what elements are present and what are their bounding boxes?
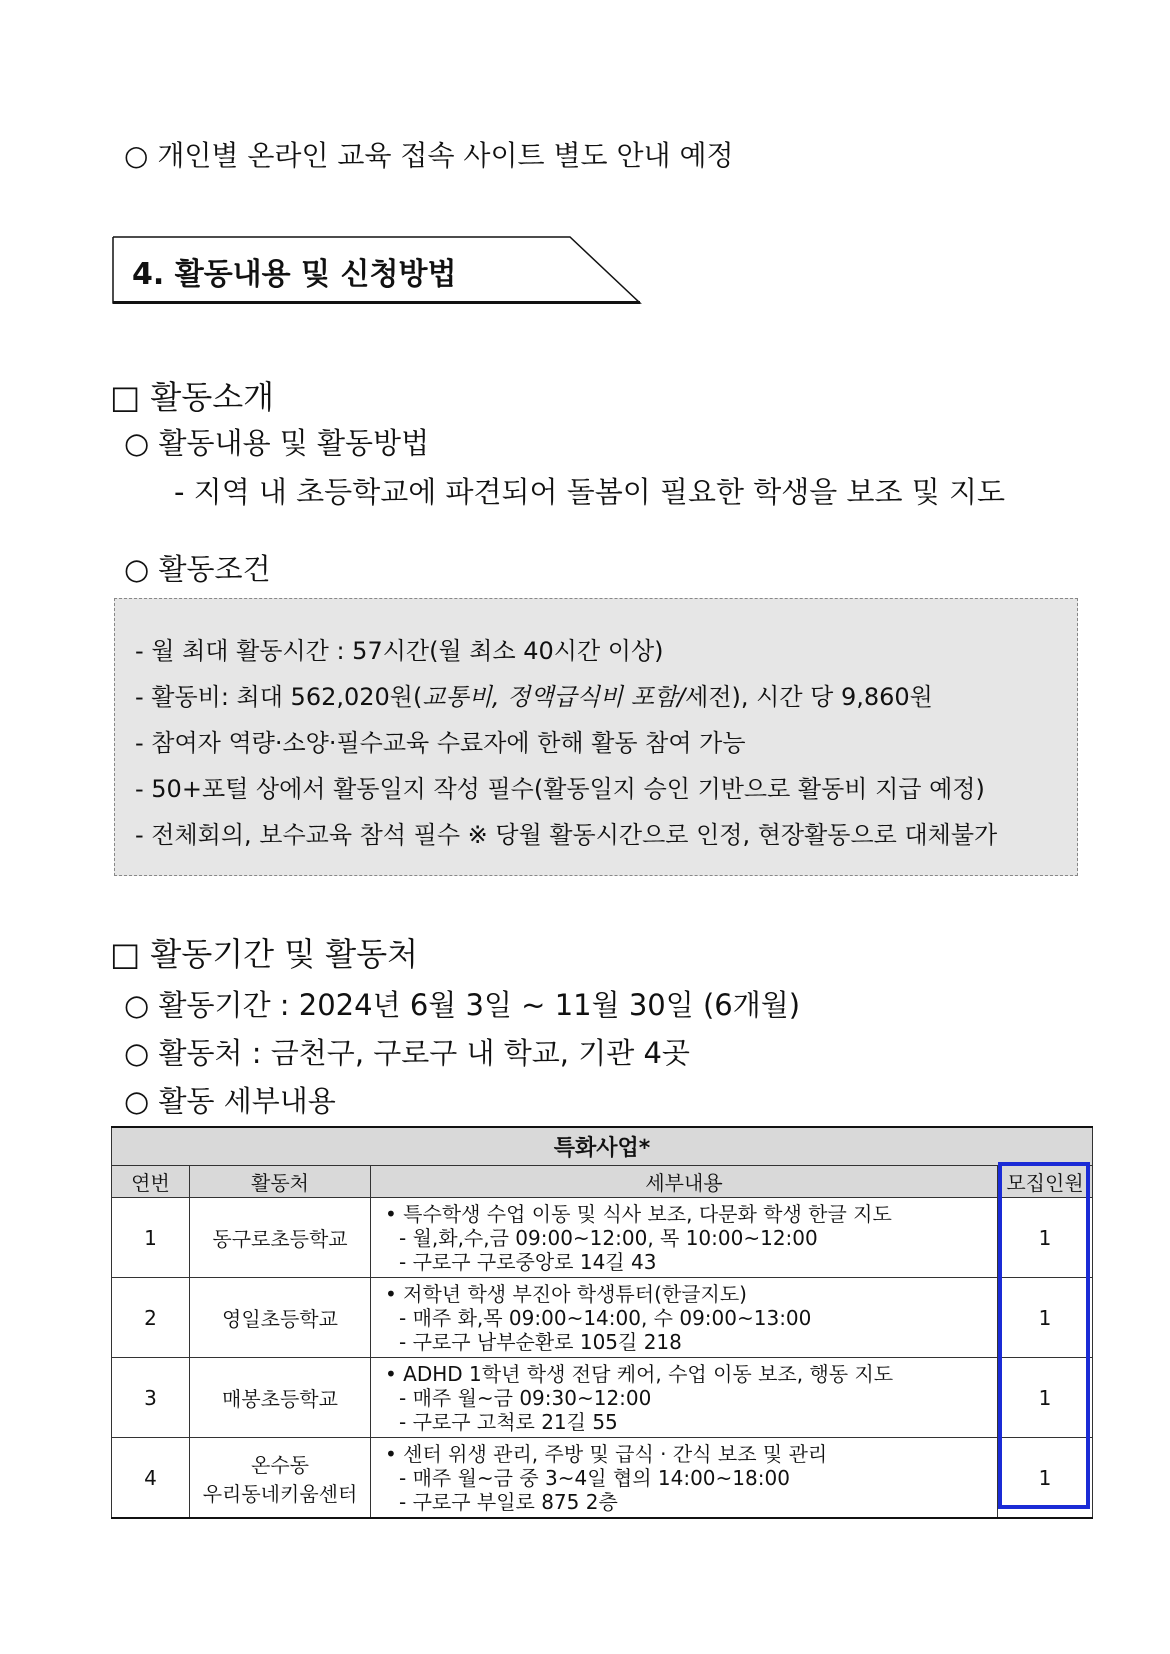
row-place: 동구로초등학교 <box>190 1198 371 1278</box>
detail-address: - 구로구 부일로 875 2층 <box>399 1489 618 1514</box>
condition-heading: ○ 활동조건 <box>124 552 271 586</box>
table-row <box>112 1278 1093 1358</box>
detail-address: - 구로구 구로중앙로 14길 43 <box>399 1249 657 1274</box>
row-count: 1 <box>998 1438 1093 1519</box>
detail-line: • 센터 위생 관리, 주방 및 급식 · 간식 보조 및 관리 <box>385 1441 828 1466</box>
condition-item-hours: - 월 최대 활동시간 : 57시간(월 최소 40시간 이상) <box>135 637 664 665</box>
condition-pay-post: 세전), 시간 당 9,860원 <box>685 683 933 711</box>
row-detail <box>371 1198 998 1278</box>
header-count: 모집인원 <box>998 1166 1093 1198</box>
row-detail <box>371 1438 998 1519</box>
place-line: ○ 활동처 : 금천구, 구로구 내 학교, 기관 4곳 <box>124 1036 690 1070</box>
section-title-banner <box>112 236 642 304</box>
detail-schedule: - 매주 화,목 09:00~14:00, 수 09:00~13:00 <box>399 1305 812 1330</box>
detail-address: - 구로구 고척로 21길 55 <box>399 1409 618 1434</box>
row-place: 매봉초등학교 <box>190 1358 371 1438</box>
header-place: 활동처 <box>190 1166 371 1198</box>
row-count: 1 <box>998 1198 1093 1278</box>
row-no: 2 <box>112 1278 190 1358</box>
condition-item-meeting: - 전체회의, 보수교육 참석 필수 ※ 당월 활동시간으로 인정, 현장활동으로 대체불가 <box>135 821 998 849</box>
row-count: 1 <box>998 1358 1093 1438</box>
row-place: 영일초등학교 <box>190 1278 371 1358</box>
detail-line: • ADHD 1학년 학생 전담 케어, 수업 이동 보조, 행동 지도 <box>385 1361 894 1386</box>
detail-schedule: - 매주 월~금 09:30~12:00 <box>399 1385 652 1410</box>
content-description: - 지역 내 초등학교에 파견되어 돌봄이 필요한 학생을 보조 및 지도 <box>174 475 1006 509</box>
row-detail <box>371 1278 998 1358</box>
detail-heading: ○ 활동 세부내용 <box>124 1084 336 1118</box>
activity-table <box>111 1126 1093 1519</box>
place-line-1: 온수동 <box>251 1452 309 1477</box>
table-caption: 특화사업* <box>112 1127 1093 1166</box>
period-line: ○ 활동기간 : 2024년 6월 3일 ~ 11월 30일 (6개월) <box>124 988 801 1022</box>
detail-schedule: - 매주 월~금 중 3~4일 협의 14:00~18:00 <box>399 1465 790 1490</box>
detail-line: • 특수학생 수업 이동 및 식사 보조, 다문화 학생 한글 지도 <box>385 1201 892 1226</box>
detail-line: • 저학년 학생 부진아 학생튜터(한글지도) <box>385 1281 747 1306</box>
detail-schedule: - 월,화,수,금 09:00~12:00, 목 10:00~12:00 <box>399 1225 818 1250</box>
table-row <box>112 1358 1093 1438</box>
intro-heading: □ 활동소개 <box>110 378 275 416</box>
period-heading: □ 활동기간 및 활동처 <box>110 935 419 973</box>
condition-item-pay <box>135 677 933 712</box>
header-detail: 세부내용 <box>371 1166 998 1198</box>
section-title: 4. 활동내용 및 신청방법 <box>132 257 457 292</box>
row-place <box>190 1438 371 1519</box>
row-no: 3 <box>112 1358 190 1438</box>
row-no: 1 <box>112 1198 190 1278</box>
row-detail <box>371 1358 998 1438</box>
condition-item-log: - 50+포털 상에서 활동일지 작성 필수(활동일지 승인 기반으로 활동비 지급 예정) <box>135 775 985 803</box>
place-line-2: 우리동네키움센터 <box>202 1481 358 1506</box>
header-no: 연번 <box>112 1166 190 1198</box>
detail-address: - 구로구 남부순환로 105길 218 <box>399 1329 682 1354</box>
row-count: 1 <box>998 1278 1093 1358</box>
content-heading: ○ 활동내용 및 활동방법 <box>124 426 430 460</box>
condition-item-training: - 참여자 역량·소양·필수교육 수료자에 한해 활동 참여 가능 <box>135 729 746 757</box>
table-row <box>112 1198 1093 1278</box>
row-no: 4 <box>112 1438 190 1519</box>
condition-pay-italic: 교통비, 정액급식비 포함/ <box>422 683 686 711</box>
conditions-box <box>114 598 1078 876</box>
condition-pay-pre: - 활동비: 최대 562,020원( <box>135 683 423 711</box>
top-note: ○ 개인별 온라인 교육 접속 사이트 별도 안내 예정 <box>124 139 734 172</box>
table-row <box>112 1438 1093 1519</box>
